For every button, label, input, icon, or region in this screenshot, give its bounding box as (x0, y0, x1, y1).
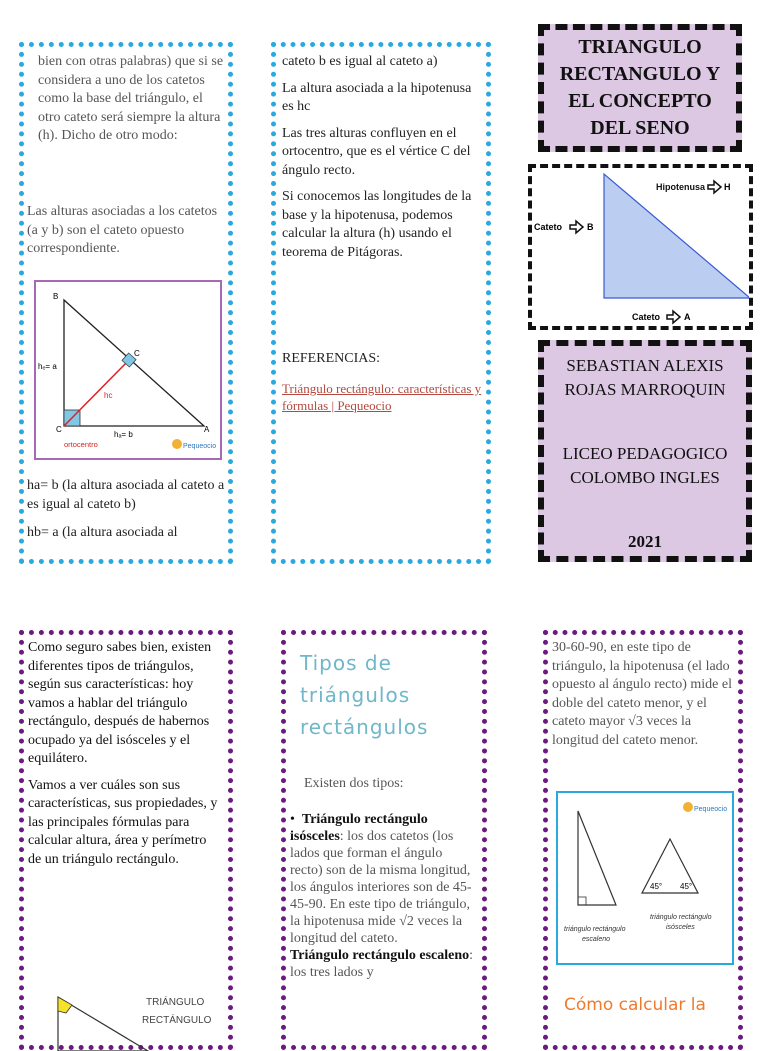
cateto-b-label: Cateto (534, 222, 563, 232)
tipos-heading: Tipos de triángulos rectángulos (300, 651, 429, 739)
year: 2021 (628, 532, 662, 551)
isosceles-caption-1: triángulo rectángulo (650, 914, 712, 921)
altura-figure (34, 280, 222, 460)
fig-logo-text: Pequeocio (694, 806, 728, 813)
como-calcular-heading: Cómo calcular la (564, 995, 706, 1015)
alturas-text: Las alturas asociadas a los catetos (a y b) son el cateto opuesto correspondiente. (27, 204, 218, 256)
pequeocio-logo-icon (172, 439, 182, 449)
arrow-right-icon (708, 181, 721, 193)
fig-label-triangulo: TRIÁNGULO (146, 997, 205, 1008)
panel-alturas-catetos (19, 42, 233, 564)
tipos-figure (556, 791, 734, 965)
tipos-body: • Triángulo rectángulo isósceles: los dos catetos (los lados que forman el ángulo recto) son de la misma longitud, los ángulos interiores son de 45-45-90. En este tipo de triángulo, la hipotenusa mide √2 veces la longitud del cateto. Triángulo rectángulo escaleno: los tres lados y (290, 812, 474, 980)
brochure-title: TRIANGULO RECTANGULO Y EL CONCEPTO DEL SENO (559, 36, 721, 139)
ha-label: hₐ= b (114, 430, 133, 439)
escaleno-text: : los tres lados y (290, 948, 474, 980)
panel2-text (282, 53, 482, 270)
h-letter: H (724, 182, 731, 192)
caracteristicas-paragraph: Vamos a ver cuáles son sus características, sus propiedades, y las principales fórmulas para calcular altura, área y perímetro de un triángulo rectángulo. (28, 777, 218, 867)
escaleno-caption-1: triángulo rectángulo (564, 926, 626, 933)
arrow-right-icon (570, 221, 583, 233)
author-name: SEBASTIAN ALEXIS ROJAS MARROQUIN (564, 356, 726, 399)
tipos-intro: Existen dos tipos: (304, 776, 404, 791)
ha-text: ha= b (la altura asociada al cateto a es igual al cateto b) (27, 478, 225, 512)
reference-link[interactable]: Triángulo rectángulo: características y fórmulas | Pequeocio (282, 381, 482, 413)
escaleno-caption-2: escaleno (582, 936, 611, 943)
30-60-90-text: 30-60-90, en este tipo de triángulo, la hipotenusa (el lado opuesto al ángulo recto) mide el doble del cateto menor, y el cateto mayor √3 veces la longitud del cateto menor. (552, 640, 732, 748)
angle-45-right: 45° (680, 882, 693, 891)
vertex-a-label: A (204, 425, 210, 434)
pitagoras-text: Si conocemos las longitudes de la base y la hipotenusa, podemos calcular la altura (h) usando el teorema de Pitágoras. (282, 189, 472, 260)
cover-title-box (538, 24, 742, 152)
cover-figure-box (528, 164, 753, 330)
panel-intro-triangulos (19, 630, 233, 1050)
arrow-right-icon (667, 311, 680, 323)
fig-label-rectangulo: RECTÁNGULO (142, 1015, 212, 1026)
cateto-b-text: cateto b es igual al cateto a) (282, 54, 438, 69)
isosceles-text: : los dos catetos (los lados que forman el ángulo recto) son de la misma longitud, los ángulos interiores son de 45-45-90. En este tipo de triángulo, la hipotenusa mide √2 veces la longitud del cateto. (290, 829, 472, 946)
panel-ortocentro (271, 42, 491, 564)
triangulo-rectangulo-figure (28, 991, 228, 1051)
labeled-right-triangle (532, 168, 749, 326)
angle-45-left: 45° (650, 882, 663, 891)
vertex-c-label: C (134, 349, 140, 358)
pequeocio-logo-icon (683, 802, 693, 812)
cateto-a-label: Cateto (632, 312, 661, 322)
right-triangle-altitude-diagram (36, 282, 220, 458)
vertex-b-label: B (53, 292, 59, 301)
hb-text: hb= a (la altura asociada al (27, 525, 178, 540)
logo-text: Pequeocio (183, 443, 217, 450)
isosceles-caption-2: isósceles (666, 924, 695, 931)
panel-tipos (281, 630, 487, 1050)
isosceles-title: Triángulo rectángulo isósceles (290, 812, 428, 844)
referencias-heading: REFERENCIAS: (282, 351, 381, 366)
intro-text: bien con otras palabras) que si se considera a uno de los catetos como la base del triángulo, el otro cateto será siempre la altura (h). Dicho de otro modo: (38, 54, 224, 143)
altura-hipotenusa-text: La altura asociada a la hipotenusa es hc (282, 80, 472, 114)
hipotenusa-label: Hipotenusa (656, 182, 706, 192)
panel-30-60-90 (543, 630, 743, 1050)
hc-label: hc (104, 391, 113, 400)
escaleno-isosceles-diagram (558, 793, 732, 963)
ortocentro-text: Las tres alturas confluyen en el ortocentro, que es el vértice C del ángulo recto. (282, 125, 471, 178)
b-letter: B (587, 222, 594, 232)
school-name: LICEO PEDAGOGICO COLOMBO INGLES (562, 444, 728, 487)
escaleno-title: Triángulo rectángulo escaleno (290, 948, 470, 963)
vertex-c2-label: C (56, 425, 62, 434)
ortocentro-label: ortocentro (64, 440, 98, 449)
a-letter: A (684, 312, 691, 322)
intro-paragraph: Como seguro sabes bien, existen diferentes tipos de triángulos, según sus características: hoy vamos a hablar del triángulo rectángulo, después de habernos ocupado ya del isósceles y el equilátero. (28, 640, 212, 766)
hb-label: hₑ= a (38, 362, 57, 371)
cover-author-box (538, 340, 752, 562)
